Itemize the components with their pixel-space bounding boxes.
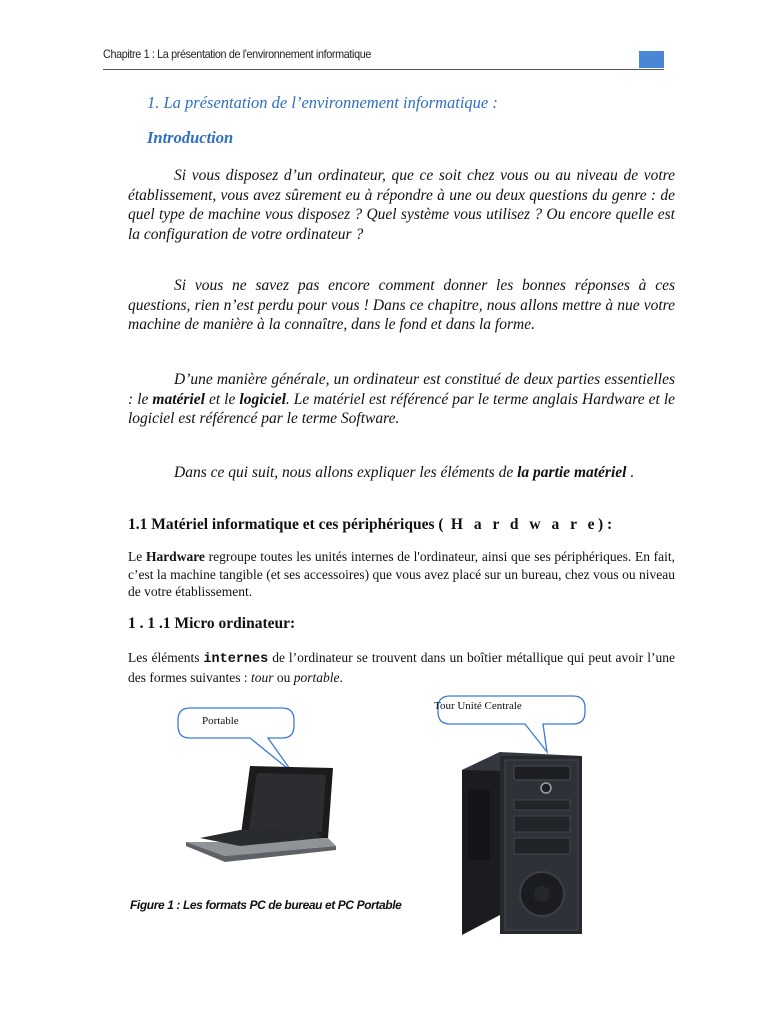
paragraph-text: ou xyxy=(276,669,291,685)
paragraph-text: D’une manière générale, un ordinateur est constitué de deux parties essentielles : le xyxy=(128,371,675,408)
drive-bay-4 xyxy=(514,838,570,854)
term-logiciel: logiciel xyxy=(239,390,286,408)
label-portable: Portable xyxy=(202,715,239,727)
paragraph-text: et le xyxy=(208,390,236,408)
figure-caption: Figure 1 : Les formats PC de bureau et PC Portable xyxy=(130,898,402,912)
section-title: 1. La présentation de l’environnement informatique : xyxy=(147,93,498,112)
tower-pc-image xyxy=(462,752,582,935)
paragraph-text: regroupe toutes les unités internes de l'ordinateur, ainsi que ses périphériques. En fait, c’est la machine tangible (et ses accessoires) que vous avez placé sur un bureau, chez vous ou niveau de votre établissement. xyxy=(128,549,675,599)
intro-heading: Introduction xyxy=(147,128,234,147)
paragraph-text: Les éléments xyxy=(128,650,200,665)
front-fan-hub xyxy=(534,886,550,902)
power-button xyxy=(541,783,551,793)
paragraph-text: Si vous ne savez pas encore comment donner les bonnes réponses à ces questions, rien n’est perdu pour vous ! Dans ce chapitre, nous allons mettre à nue votre machine de manière à la connaître, dans le fond et dans la forme. xyxy=(128,277,675,333)
laptop-screen xyxy=(248,773,326,835)
term-internes: internes xyxy=(203,652,269,667)
paragraph-text: . xyxy=(630,464,635,481)
paragraph-text: . xyxy=(339,669,343,685)
drive-bay-1 xyxy=(514,766,570,780)
side-vent xyxy=(468,790,490,860)
paragraph-text: Le xyxy=(128,549,143,564)
paragraph-text: . Le matériel est référencé par le terme anglais Hardware et le logiciel est référencé par le terme Software. xyxy=(128,390,675,427)
laptop-image xyxy=(186,766,336,862)
paragraph-text: Si vous disposez d’un ordinateur, que ce soit chez vous ou au niveau de votre établissement, vous avez sûrement eu à répondre à une ou deux questions du genre : de quel type de machine vous disposez ? Quel système vous utilisez ? Ou encore quelle est la configuration de votre ordinateur ? xyxy=(128,167,675,243)
term-portable: portable xyxy=(293,669,340,685)
header-title: Chapitre 1 : La présentation de l'environnement informatique xyxy=(103,47,372,61)
term-materiel: matériel xyxy=(152,390,205,408)
subsection-heading-1-1-1: 1 . 1 .1 Micro ordinateur: xyxy=(128,615,296,632)
term-tour: tour xyxy=(250,669,274,685)
drive-bay-2 xyxy=(514,800,570,810)
drive-bay-3 xyxy=(514,816,570,832)
term-partie-materiel: la partie matériel xyxy=(517,464,627,481)
heading-prefix: 1.1 Matériel informatique et ces périphériques ( xyxy=(128,516,444,533)
paragraph-text: Dans ce qui suit, nous allons expliquer les éléments de xyxy=(174,464,514,481)
heading-suffix: ) : xyxy=(597,516,613,533)
paragraph-text: de l’ordinateur se trouvent dans un boîtier métallique qui peut avoir l’une des formes suivantes : xyxy=(128,650,675,685)
label-tour: Tour Unité Centrale xyxy=(434,700,522,712)
heading-hardware: H a r d w a r e xyxy=(443,516,598,533)
term-hardware: Hardware xyxy=(145,549,205,564)
